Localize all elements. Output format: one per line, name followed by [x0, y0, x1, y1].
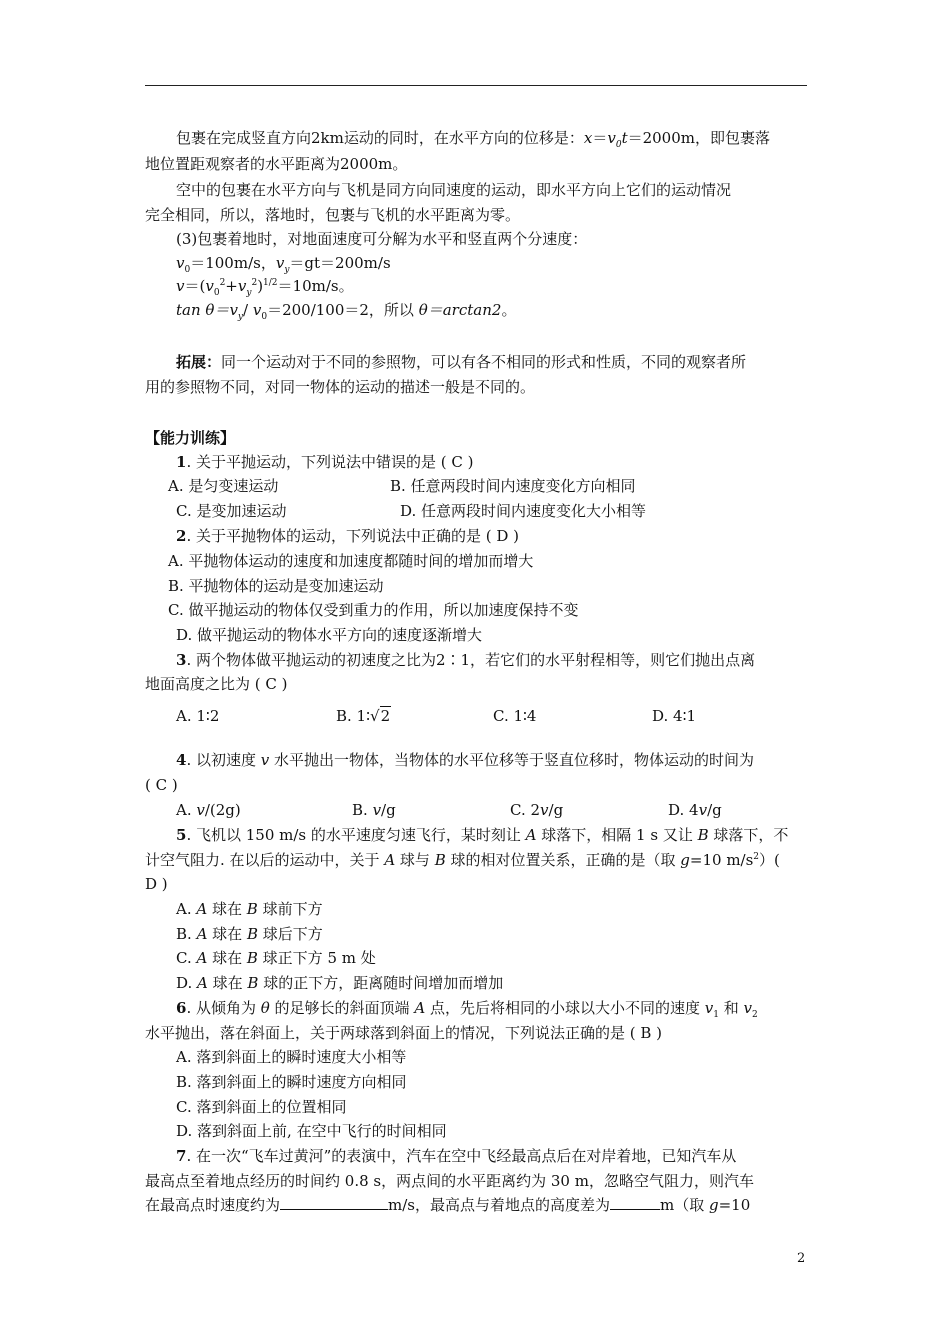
question-6-option-b: B. 落到斜面上的瞬时速度方向相同: [176, 1073, 407, 1091]
answer-blank-height: [610, 1195, 660, 1210]
question-1-option-d: D. 任意两段时间内速度变化大小相等: [400, 502, 647, 520]
question-7-stem-2: 最高点至着地点经历的时间约 0.8 s，两点间的水平距离约为 30 m，忽略空气阻力，则汽车: [145, 1172, 754, 1190]
question-3-option-c: C. 1∶4: [493, 707, 537, 725]
question-5-stem-2: 计空气阻力. 在以后的运动中，关于 A 球与 B 球的相对位置关系，正确的是（取 g=10 $m/s^2$）(: [145, 851, 780, 869]
question-4-stem: 4. 以初速度 v 水平抛出一物体，当物体的水平位移等于竖直位移时，物体运动的时间为: [176, 751, 755, 769]
equation-1: $v_0=100m/s$，$v_y=gt=200m/s$: [176, 254, 391, 275]
header-rule: [145, 85, 807, 86]
question-3-option-b: B. 1∶√2: [336, 707, 391, 725]
question-5-option-b: B. A 球在 B 球后下方: [176, 925, 323, 943]
question-2-option-a: A. 平抛物体运动的速度和加速度都随时间的增加而增大: [168, 552, 534, 570]
question-6-option-a: A. 落到斜面上的瞬时速度大小相等: [176, 1048, 407, 1066]
solution-line-5: (3)包裹着地时，对地面速度可分解为水平和竖直两个分速度：: [176, 230, 588, 248]
question-1-option-b: B. 任意两段时间内速度变化方向相同: [390, 477, 636, 495]
question-6-option-d: D. 落到斜面上前, 在空中飞行的时间相同: [176, 1122, 447, 1140]
question-3-stem-2: 地面高度之比为 ( C ): [145, 675, 288, 693]
question-7-stem-3: 在最高点时速度约为 m/s，最高点与着地点的高度差为 m（取 g=10: [145, 1196, 751, 1214]
question-4-option-c: C. 2v/g: [510, 801, 564, 819]
square-root-symbol: √2: [370, 707, 391, 725]
question-1-stem: 1. 关于平抛运动，下列说法中错误的是 ( C ): [176, 453, 474, 471]
question-5-option-d: D. A 球在 B 球的正下方，距离随时间增加而增加: [176, 974, 504, 992]
question-6-option-c: C. 落到斜面上的位置相同: [176, 1098, 347, 1116]
question-2-option-b: B. 平抛物体的运动是变加速运动: [168, 577, 384, 595]
question-3-stem: 3. 两个物体做平抛运动的初速度之比为2∶1，若它们的水平射程相等，则它们抛出点离: [176, 651, 756, 669]
question-2-stem: 2. 关于平抛物体的运动，下列说法中正确的是 ( D ): [176, 527, 520, 545]
answer-blank-speed: [280, 1195, 388, 1210]
question-6-stem: 6. 从倾角为 θ 的足够长的斜面顶端 A 点，先后将相同的小球以大小不同的速度 $v_1$ 和 $v_2$: [176, 999, 758, 1020]
question-3-option-a: A. 1∶2: [176, 707, 220, 725]
question-5-stem-3: D ): [145, 875, 168, 893]
solution-line-1: 包裹在完成竖直方向2km运动的同时，在水平方向的位移是：$x=v_0t=2000m$，即包裹落: [176, 129, 770, 150]
question-4-option-b: B. v/g: [352, 801, 396, 819]
solution-line-2: 地位置距观察者的水平距离为2000m。: [145, 155, 408, 173]
question-4-option-d: D. 4v/g: [668, 801, 722, 819]
question-6-stem-2: 水平抛出，落在斜面上，关于两球落到斜面上的情况，下列说法正确的是 ( B ): [145, 1024, 663, 1042]
page-number: 2: [797, 1251, 806, 1266]
question-1-option-c: C. 是变加速运动: [176, 502, 287, 520]
equation-3: $\tan \theta=v_y/$ $v_0=200/100=2$，所以 θ＝arctan2。: [176, 301, 517, 322]
section-title: 【能力训练】: [145, 429, 236, 447]
extension-label: 拓展：: [176, 353, 222, 371]
question-2-option-c: C. 做平抛运动的物体仅受到重力的作用，所以加速度保持不变: [168, 601, 579, 619]
question-7-stem: 7. 在一次“飞车过黄河”的表演中，汽车在空中飞经最高点后在对岸着地，已知汽车从: [176, 1147, 737, 1165]
question-1-option-a: A. 是匀变速运动: [168, 477, 279, 495]
extension-line-2: 用的参照物不同，对同一物体的运动的描述一般是不同的。: [145, 378, 536, 396]
question-5-option-c: C. A 球在 B 球正下方 5 m 处: [176, 949, 376, 967]
solution-line-4: 完全相同，所以，落地时，包裹与飞机的水平距离为零。: [145, 206, 521, 224]
question-4-stem-2: ( C ): [145, 776, 178, 794]
solution-line-3: 空中的包裹在水平方向与飞机是同方向同速度的运动，即水平方向上它们的运动情况: [176, 181, 732, 199]
question-5-stem: 5. 飞机以 150 m/s 的水平速度匀速飞行，某时刻让 A 球落下，相隔 1 s 又让 B 球落下，不: [176, 826, 789, 844]
equation-2: $v=(v_0^2+v_y^2)^{1/2}=10m/s$。: [176, 277, 354, 298]
question-2-option-d: D. 做平抛运动的物体水平方向的速度逐渐增大: [176, 626, 483, 644]
question-5-option-a: A. A 球在 B 球前下方: [176, 900, 323, 918]
extension-line-1: 拓展：同一个运动对于不同的参照物，可以有各不相同的形式和性质，不同的观察者所: [176, 353, 747, 371]
question-3-option-d: D. 4∶1: [652, 707, 697, 725]
question-4-option-a: A. v/(2g): [176, 801, 241, 819]
